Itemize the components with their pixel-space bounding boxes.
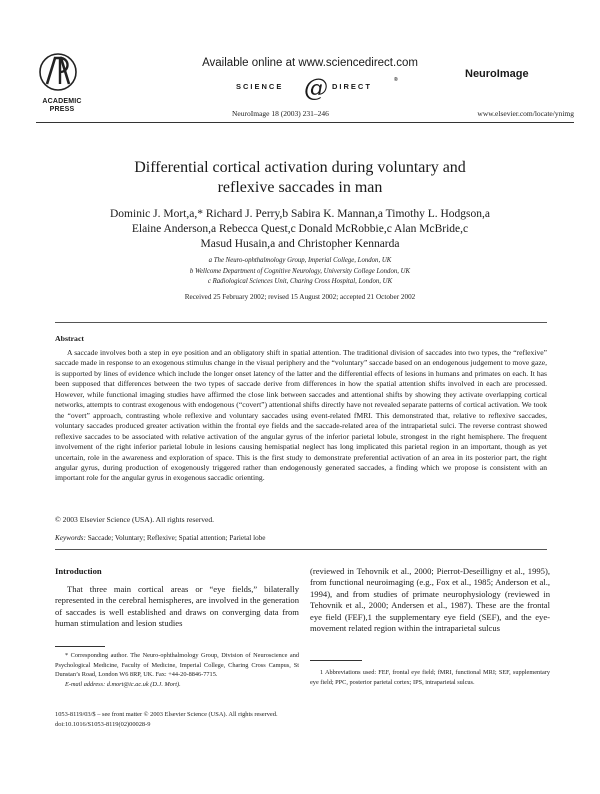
affiliation-b: b Wellcome Department of Cognitive Neurology, University College London, UK (189, 267, 411, 275)
column-two-paragraph: (reviewed in Tehovnik et al., 2000; Pierrot-Deseilligny et al., 1995), from functional neuroimaging (e.g., Fox et al., 1985; Anderson et al., 1994), and from studies of primate neurophysiology (reviewed in Tehovnik et al., 2000; Andersen et al., 1987). These are the frontal eye field (FEF),1 the supplementary eye field (SEF), and the eye-movement related region within the intraparietal sulcus (310, 566, 550, 634)
affiliations (100, 256, 500, 288)
sciencedirect-at-icon: @ (304, 74, 328, 102)
journal-url[interactable]: www.elsevier.com/locate/ynimg (477, 109, 574, 118)
publisher-line-2: PRESS (49, 106, 75, 113)
keywords-label: Keywords: (55, 534, 86, 542)
authors-line-1: Dominic J. Mort,a,* Richard J. Perry,b Sabira K. Mannan,a Timothy L. Hodgson,a (110, 208, 490, 220)
title-line-1: Differential cortical activation during voluntary and (134, 159, 466, 176)
corresponding-author-text: * Corresponding author. The Neuro-ophthalmology Group, Division of Neuroscience and Psychological Medicine, Faculty of Medicine, Imperial College, Charing Cross Campus, St Dunstan’s Road, London W6 8RP, UK. Fax: +44-20-8846-7715. (55, 652, 299, 678)
issn-line: 1053-8119/03/$ – see front matter © 2003 Elsevier Science (USA). All rights reserved. (55, 711, 278, 718)
affiliation-a: a The Neuro-ophthalmology Group, Imperial College, London, UK (208, 257, 392, 264)
keywords-line (55, 534, 265, 542)
footnote-rule-right (310, 660, 362, 661)
copyright-notice: © 2003 Elsevier Science (USA). All rights reserved. (55, 515, 215, 524)
author-list (72, 207, 528, 252)
journal-citation: NeuroImage 18 (2003) 231–246 (232, 109, 329, 118)
abstract-body: A saccade involves both a step in eye position and an obligatory shift in spatial attention. The traditional division of saccades into two types, the “reflexive” saccade made in response to an exogenous stimulus change in the visual periphery and the “voluntary” saccade based on an endogenous judgement to move gaze, is supported by lines of evidence which include the longer onset latency of the latter and the differential effects of lesions in humans and primates on each. It has been supposed that differences between the two types of saccade derive from differences in how the spatial attention shifts involved in each are processed. However, while functional imaging studies have affirmed the close link between saccades and attentional shifts by showing they activate overlapping cortical networks, attempts to contrast exogenous with endogenous (“covert”) attentional shifts directly have not revealed separate patterns of cortical activation. We took the “overt” approach, contrasting whole reflexive and voluntary saccades using event-related fMRI. This demonstrated that, relative to reflexive saccades, voluntary saccades produced greater activation within the frontal eye fields and the saccade-related area of the intraparietal sulci. The reverse contrast showed reflexive saccades to be associated with relative activation of the angular gyrus of the inferior parietal lobule, strongest in the right hemisphere. The frequent involvement of the right inferior parietal lobule in lesions causing hemispatial neglect has long implicated this parietal region in an important, though as yet uncertain, role in the awareness and exploration of space. This is the first study to demonstrate preferential activation of an area in its posterior part, the right angular gyrus, during production of exogenously triggered rather than endogenously generated saccades, a finding which we propose is consistent with an important role for the angular gyrus in exogenous saccadic orienting. (55, 348, 547, 483)
abstract-heading: Abstract (55, 334, 85, 343)
corresponding-author-footnote (55, 651, 299, 689)
title-line-2: reflexive saccades in man (217, 179, 383, 196)
available-online-text[interactable]: Available online at www.sciencedirect.com (202, 57, 418, 69)
abbreviations-footnote: 1 Abbreviations used: FEF, frontal eye field; fMRI, functional MRI; SEF, supplementary eye field; PPC, posterior parietal cortex; IPS, intraparietal sulcus. (310, 669, 550, 686)
journal-name: NeuroImage (465, 68, 529, 80)
footnote-rule-left (55, 646, 105, 647)
issn-doi-footer (55, 710, 278, 729)
sciencedirect-right-word: DIRECT (332, 82, 372, 91)
publisher-line-1: ACADEMIC (42, 98, 82, 105)
received-dates: Received 25 February 2002; revised 15 August 2002; accepted 21 October 2002 (184, 293, 416, 301)
authors-line-2: Elaine Anderson,a Rebecca Quest,c Donald McRobbie,c Alan McBride,c (131, 223, 469, 235)
article-title (80, 158, 520, 198)
keywords-rule (55, 549, 547, 550)
publisher-name (34, 98, 90, 114)
affiliation-c: c Radiological Sciences Unit, Charing Cross Hospital, London, UK (207, 278, 393, 285)
sciencedirect-left-word: SCIENCE (236, 82, 284, 91)
authors-line-3: Masud Husain,a and Christopher Kennarda (200, 238, 400, 250)
abstract-top-rule (55, 322, 547, 323)
academic-press-logo-icon (38, 50, 78, 98)
keywords-values: Saccade; Voluntary; Reflexive; Spatial attention; Parietal lobe (87, 534, 266, 542)
doi-line[interactable]: doi:10.1016/S1053-8119(02)00028-9 (55, 720, 151, 728)
email-footnote[interactable]: E-mail address: d.mort@ic.ac.uk (D.J. Mort). (65, 680, 181, 688)
introduction-heading: Introduction (55, 566, 102, 576)
header-rule (36, 122, 574, 123)
registered-mark: ® (394, 77, 398, 83)
introduction-paragraph: That three main cortical areas or “eye fields,” bilaterally represented in the cerebral hemispheres, are involved in the generation of saccades is well established and draws on converging data from human stimulation and lesion studies (55, 584, 299, 629)
sciencedirect-logo (236, 76, 402, 100)
